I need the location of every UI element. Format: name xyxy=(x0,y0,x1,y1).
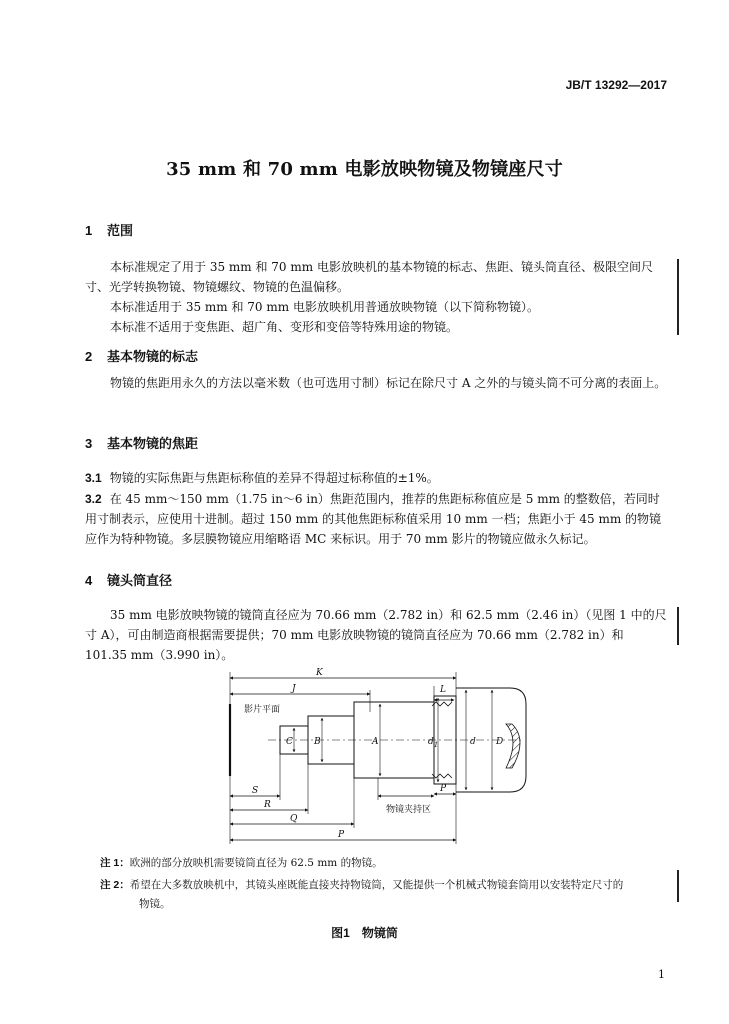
page-title: 35 mm 和 70 mm 电影放映物镜及物镜座尺寸 xyxy=(166,159,563,180)
dim-label-R: R xyxy=(264,800,271,810)
paragraph: 本标准规定了用于 35 mm 和 70 mm 电影放映机的基本物镜的标志、焦距、镜头筒直径、极限空间尺寸、光学转换物镜、物镜螺纹、物镜的色温偏移。 xyxy=(85,260,653,294)
paragraph: 本标准不适用于变焦距、超广角、变形和变倍等特殊用途的物镜。 xyxy=(110,320,459,334)
section-title: 镜头筒直径 xyxy=(107,573,173,588)
page-number: 1 xyxy=(658,968,665,981)
paragraph: 35 mm 电影放映物镜的镜筒直径应为 70.66 mm（2.782 in）和 62.5 mm（2.46 in）（见图 1 中的尺寸 A），可由制造商根据需要提供；70 mm 电影放映物镜的镜筒直径应为 70.66 mm（2.782 in）和 101.35 mm（3.990 in）。 xyxy=(85,608,667,662)
paragraph: 物镜的焦距用永久的方法以毫米数（也可选用寸制）标记在除尺寸 A 之外的与镜头筒不可分离的表面上。 xyxy=(110,376,667,390)
note-label: 注 2： xyxy=(100,879,130,891)
dim-label-d1: $d_1$ xyxy=(428,737,439,749)
figure-note-1 xyxy=(100,854,665,873)
dim-label-J: J xyxy=(292,684,296,694)
dim-label-S: S xyxy=(252,786,259,796)
figure-number: 图1 xyxy=(331,926,350,940)
dim-label-P: P xyxy=(338,830,345,840)
dim-label-C: C xyxy=(286,737,293,747)
dim-label-P-small: P xyxy=(440,784,447,794)
subclause-3-2 xyxy=(85,489,667,549)
section-number: 3 xyxy=(85,436,93,451)
dim-label-L: L xyxy=(440,685,446,695)
film-plane-label: 影片平面 xyxy=(244,705,281,715)
change-bar xyxy=(677,259,679,335)
section-2-heading xyxy=(85,346,198,365)
note-text-continuation: 物镜。 xyxy=(139,898,171,910)
section-number: 4 xyxy=(85,573,93,588)
lens-holder-label: 物镜夹持区 xyxy=(386,805,432,815)
section-title: 范围 xyxy=(107,223,134,238)
section-title: 基本物镜的标志 xyxy=(107,349,199,364)
dim-label-A: A xyxy=(372,737,379,747)
paragraph: 本标准适用于 35 mm 和 70 mm 电影放映机用普通放映物镜（以下简称物镜）。 xyxy=(110,300,539,314)
section-number: 1 xyxy=(85,223,93,238)
change-bar xyxy=(677,607,679,645)
note-text: 希望在大多数放映机中，其镜头座既能直接夹持物镜筒，又能提供一个机械式物镜套筒用以安装特定尺寸的 xyxy=(129,879,624,891)
section-1-heading xyxy=(85,220,133,239)
section-3-heading xyxy=(85,433,198,452)
change-bar xyxy=(677,870,679,902)
dim-label-D: D xyxy=(496,737,504,747)
standard-number: JB/T 13292—2017 xyxy=(565,78,667,92)
subclause-number: 3.2 xyxy=(85,492,102,506)
figure-title: 物镜筒 xyxy=(361,926,398,940)
section-4-heading xyxy=(85,570,172,589)
subclause-text: 在 45 mm～150 mm（1.75 in～6 in）焦距范围内，推荐的焦距标称值应是 5 mm 的整数倍，若同时用寸制表示，应使用十进制。超过 150 mm 的其他焦距标称值采用 10 mm 一档；焦距小于 45 mm 的物镜应作为特种物镜。多层膜物镜应用缩略语 MC 来标识。用于 70 mm 影片的物镜应做永久标记。 xyxy=(85,492,662,546)
subclause-text: 物镜的实际焦距与焦距标称值的差异不得超过标称值的±1%。 xyxy=(109,471,439,485)
figure-caption xyxy=(0,924,729,941)
dim-label-d: d xyxy=(470,737,476,747)
section-title: 基本物镜的焦距 xyxy=(107,436,199,451)
lens-barrel-diagram xyxy=(210,664,530,854)
subclause-number: 3.1 xyxy=(85,471,102,485)
note-label: 注 1： xyxy=(100,857,130,869)
section-number: 2 xyxy=(85,349,93,364)
note-text: 欧洲的部分放映机需要镜筒直径为 62.5 mm 的物镜。 xyxy=(129,857,383,869)
subclause-3-1 xyxy=(85,468,667,488)
figure-note-2 xyxy=(100,876,665,914)
dim-label-Q: Q xyxy=(290,814,298,824)
dim-label-B: B xyxy=(314,737,321,747)
dim-label-K: K xyxy=(316,668,323,678)
